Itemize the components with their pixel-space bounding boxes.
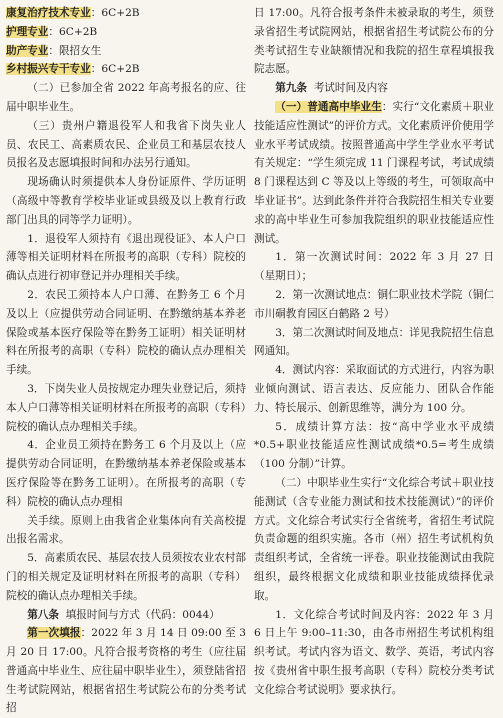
- para-farmers: 5．高素质农民、基层农技人员须按农业农村部门的相关规定及证明材料在所报考的高职（专科）院校的确认点办理相关手续。: [6, 552, 246, 602]
- para-continued: 日 17:00。凡符合报考条件未被录取的考生，须登录省招生考试院网站，根据省招生考试院公布的分类考试招生专业缺额情况和我院的招生章程填报我院志愿。: [254, 7, 494, 76]
- para-employees-cont: 关手续。原则上由我省企业集体向有关高校提出报名需求。: [6, 514, 246, 546]
- para-highschool: （一）普通高中毕业生：实行“文化素质＋职业技能适应性测试”的评价方式。文化素质评价使用学业水平考试成绩。按照普通高中学生学业水平考试有关规定：“学生须完成 11 门课程考试，考试成绩 8 门课程达到 C 等及以上等级的考生，可领取高中毕业证书”。达到此条件并符合我院招生相关专业要求的高中毕业生可参加我院组织的职业技能适应性测试。: [254, 100, 495, 245]
- para-test-time: 1．第一次测试时间：2022 年 3 月 27 日（星期日）；: [254, 251, 494, 283]
- major-nursing: 护理专业：6C+2B: [6, 25, 98, 38]
- article-8-heading: 第八条 填报时间与方式（代码：0044）: [27, 608, 220, 621]
- para-employees: 4．企业员工须持在黔务工 6 个月及以上（应提供劳动合同证明，在黔缴纳基本养老保险或基本医疗保险等在黔务工证明）。在所报考的高职（专科）院校的确认点办理相: [6, 439, 246, 508]
- para-score-method: 5．成绩计算方法：按“高中学业水平成绩*0.5+职业技能适应性测试成绩*0.5=考生成绩（100 分制）”计算。: [254, 420, 494, 471]
- right-column: [254, 4, 495, 696]
- para-test-content: 4．测试内容：采取面试的方式进行，内容为职业倾向测试、语言表达、反应能力、团队合作能力、特长展示、创新思维等，满分为 100 分。: [254, 364, 494, 414]
- major-rehab: 康复治疗技术专业：6C+2B: [6, 7, 140, 19]
- para-test-location: 2．第一次测试地点：铜仁职业技术学院（铜仁市川硐教育园区白鹤路 2 号）: [254, 288, 494, 320]
- para-confirm: 现场确认时须提供本人身份证原件、学历证明（高级中等教育学校毕业证或县级及以上教育行政部门出具的同等学力证明）。: [6, 176, 246, 226]
- article-9-heading: 第九条 考试时间及内容: [275, 82, 388, 95]
- para-2: （二）已参加全省 2022 年高考报名的应、往届中职毕业生。: [6, 82, 246, 113]
- para-culture-exam: 1．文化综合考试时间及内容：2022 年 3 月 6 日上午 9:00–11:30，由各市州招生考试机构组织考试。考试内容为语文、数学、英语，考试内容按《贵州省中职生报考高职（专科）院校分类考试文化综合考试说明》要求执行。: [254, 608, 494, 696]
- left-column: [6, 4, 247, 715]
- major-midwifery: 助产专业：限招女生: [6, 44, 102, 57]
- para-second-test: 3．第二次测试时间及地点：详见我院招生信息网通知。: [254, 326, 494, 358]
- para-first-fill: 第一次填报：2022 年 3 月 14 日 09:00 至 3 月 20 日 17:00。凡符合报考资格的考生（应往届普通高中毕业生、应往届中职毕业生），须登陆省招生考试院网站，根据省招生考试院公布的分类考试招: [6, 627, 247, 715]
- para-migrant: 2．农民工须持本人户口薄、在黔务工 6 个月及以上（应提供劳动合同证明、在黔缴纳基本养老保险或基本医疗保险等在黔务工证明）相关证明材料在所报考的高职（专科）院校的确认点办理相关手续。: [6, 288, 246, 377]
- para-3: （三）贵州户籍退役军人和我省下岗失业人员、农民工、高素质农民、企业员工和基层农技人员报名及志愿填报时间和办法另行通知。: [6, 119, 246, 170]
- para-unemployed: 3．下岗失业人员按规定办理失业登记后，须持本人户口薄等相关证明材料在所报考的高职（专科）院校的确认点办理相关手续。: [6, 382, 246, 433]
- para-veterans: 1．退役军人须持有《退出现役证》、本人户口薄等相关证明材料在所报考的高职（专科）院校的确认点进行初审登记并办理相关手续。: [6, 232, 246, 283]
- para-vocational: （二）中职毕业生实行“文化综合考试＋职业技能测试（含专业能力测试和技术技能测试）”的评价方式。文化综合考试实行全省统考，省招生考试院负责命题的组织实施。各市（州）招生考试机构负责组织考试，全省统一评卷。职业技能测试由我院组织，最终根据文化成绩和职业技能成绩择优录取。: [254, 476, 494, 602]
- major-rural: 乡村振兴专干专业：6C+2B: [6, 63, 140, 76]
